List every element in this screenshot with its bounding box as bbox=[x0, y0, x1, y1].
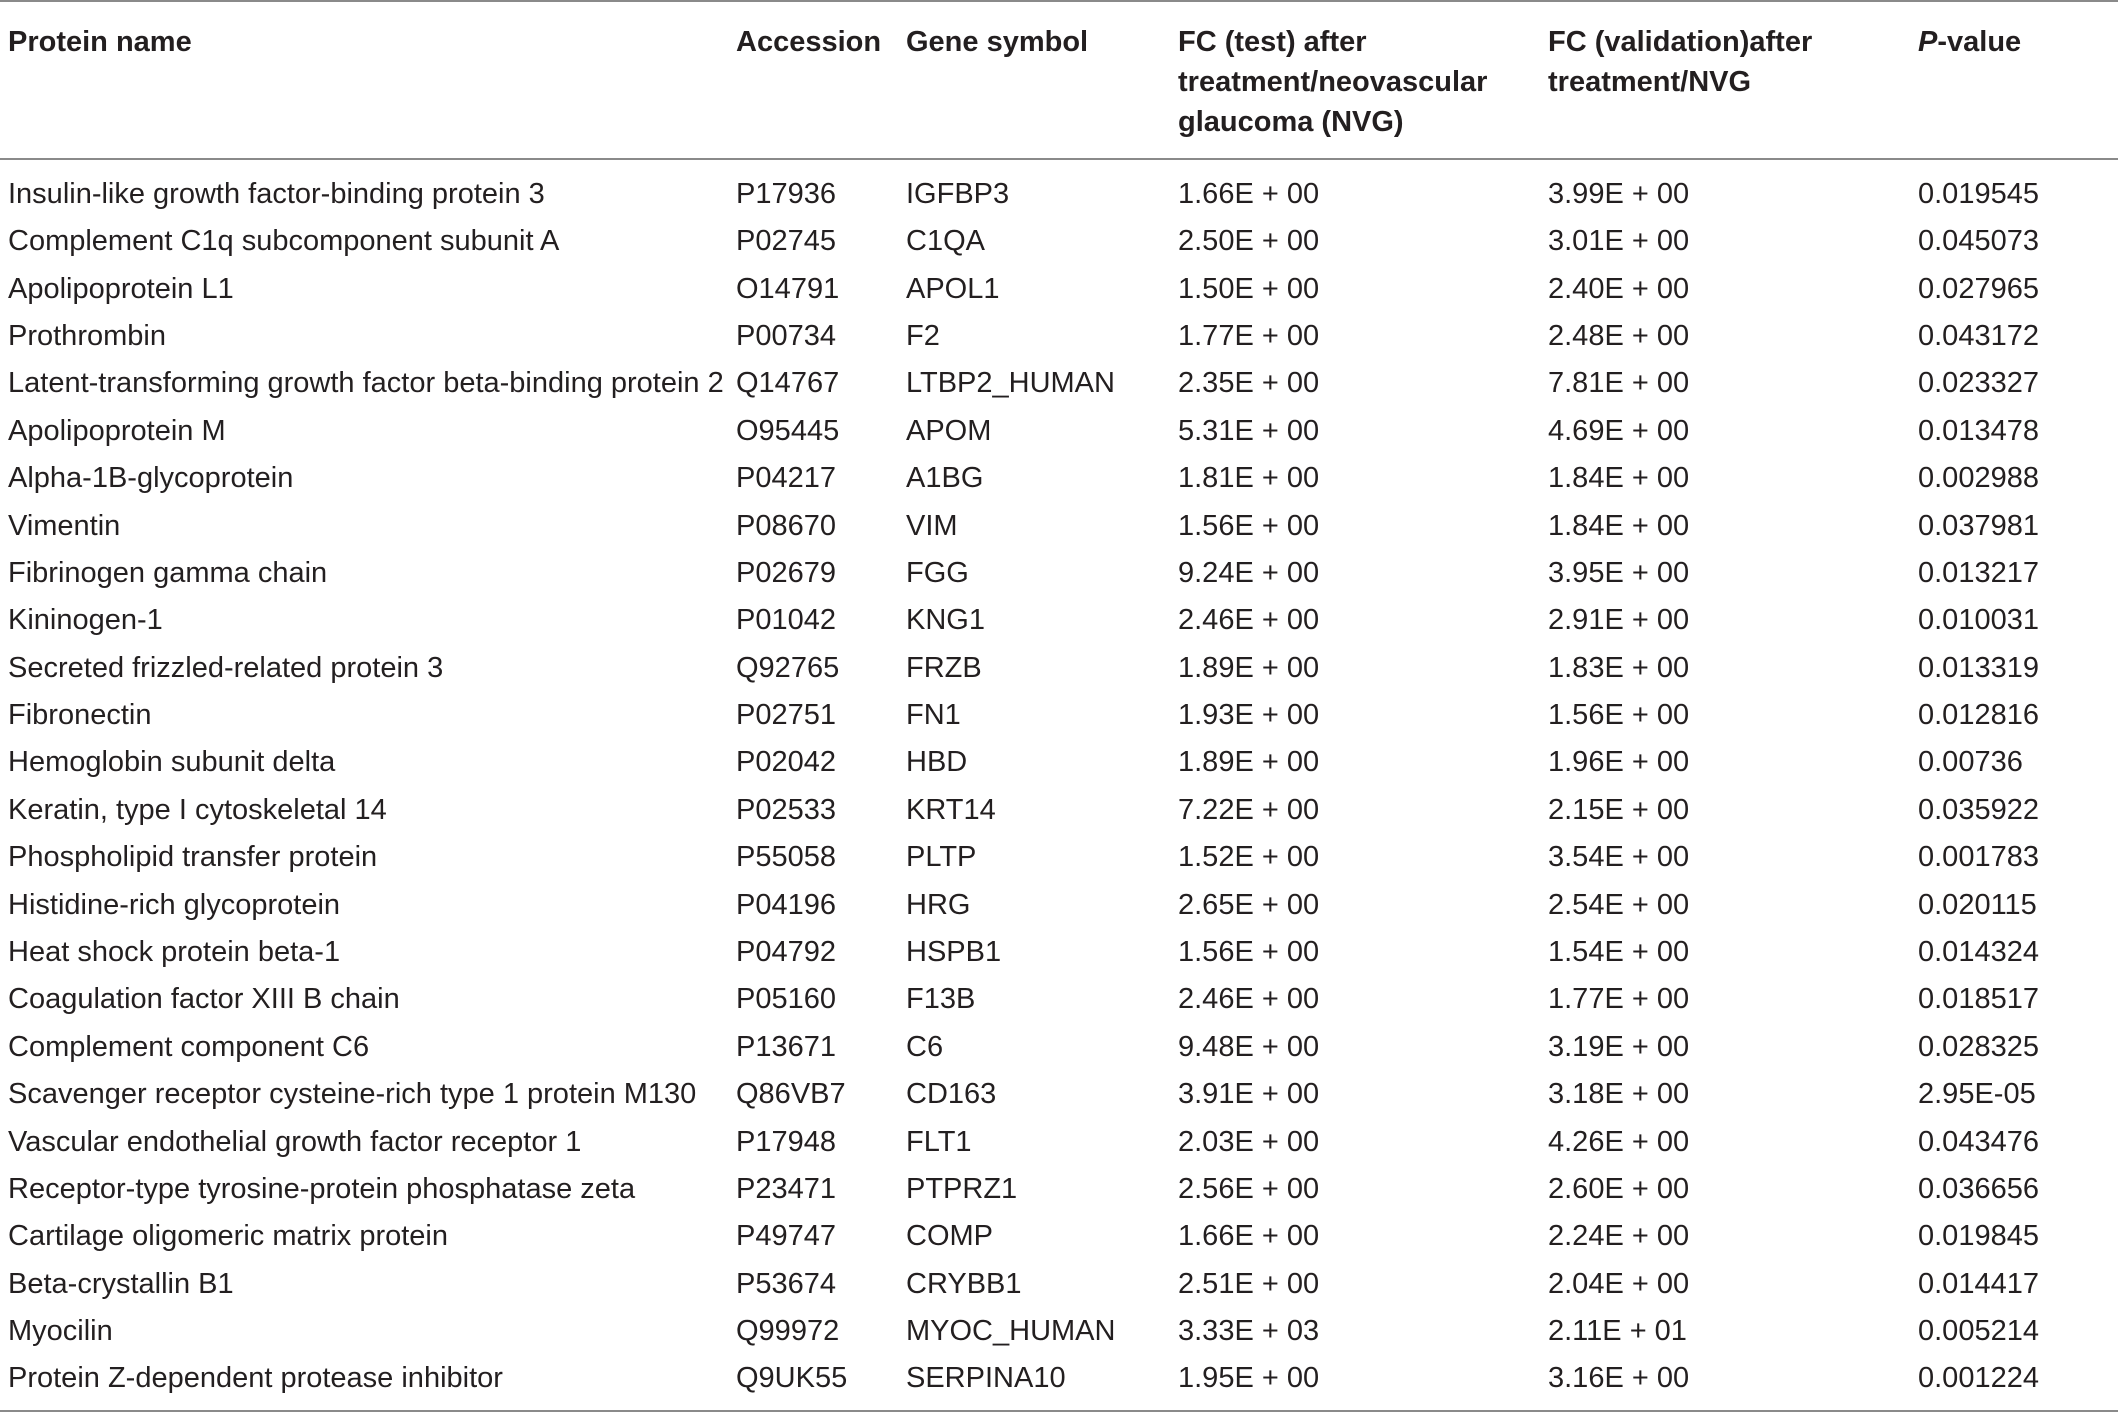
fc-validation-cell: 7.81E + 00 bbox=[1548, 367, 1690, 400]
table-row bbox=[0, 739, 2118, 786]
gene-symbol-cell: COMP bbox=[906, 1220, 993, 1253]
gene-symbol-cell: PTPRZ1 bbox=[906, 1173, 1018, 1205]
table-row bbox=[0, 929, 2118, 976]
gene-symbol-cell: A1BG bbox=[906, 462, 984, 495]
p-value-cell: 0.020115 bbox=[1918, 888, 2037, 921]
p-value-cell: 0.043476 bbox=[1918, 1125, 2039, 1158]
p-value-cell: 0.014417 bbox=[1918, 1267, 2039, 1300]
fc-test-cell: 9.24E + 00 bbox=[1178, 556, 1320, 589]
p-value-cell: 0.013478 bbox=[1918, 414, 2039, 447]
accession-cell: P49747 bbox=[736, 1220, 836, 1253]
protein-name-cell: Coagulation factor XIII B chain bbox=[8, 983, 400, 1016]
table-row bbox=[0, 645, 2118, 692]
header-fc-test: FC (test) after treatment/neovascular glaucoma (NVG) bbox=[1178, 26, 1488, 138]
header-fc-validation: FC (validation)after treatment/NVG bbox=[1548, 26, 1813, 98]
fc-test-cell: 3.91E + 00 bbox=[1178, 1078, 1320, 1111]
p-value-cell: 0.014324 bbox=[1918, 936, 2039, 969]
fc-validation-cell: 3.16E + 00 bbox=[1548, 1362, 1690, 1395]
p-value-cell: 0.043172 bbox=[1918, 319, 2039, 352]
fc-test-cell: 2.35E + 00 bbox=[1178, 367, 1320, 400]
fc-validation-cell: 4.26E + 00 bbox=[1548, 1125, 1690, 1158]
fc-test-cell: 1.56E + 00 bbox=[1178, 936, 1320, 969]
fc-test-cell: 3.33E + 03 bbox=[1178, 1315, 1320, 1348]
fc-test-cell: 2.50E + 00 bbox=[1178, 225, 1320, 258]
table-row bbox=[0, 1166, 2118, 1213]
gene-symbol-cell: APOM bbox=[906, 414, 992, 447]
header-p-rest: -value bbox=[1937, 26, 2022, 58]
protein-name-cell: Secreted frizzled-related protein 3 bbox=[8, 651, 444, 684]
gene-symbol-cell: F2 bbox=[906, 319, 940, 352]
protein-name-cell: Heat shock protein beta-1 bbox=[8, 936, 341, 969]
gene-symbol-cell: FN1 bbox=[906, 699, 961, 732]
table-body bbox=[0, 159, 2118, 1411]
accession-cell: O14791 bbox=[736, 272, 840, 305]
fc-test-cell: 2.51E + 00 bbox=[1178, 1267, 1320, 1300]
p-value-cell: 0.019845 bbox=[1918, 1220, 2039, 1253]
fc-validation-cell: 2.40E + 00 bbox=[1548, 272, 1690, 305]
fc-validation-cell: 3.54E + 00 bbox=[1548, 841, 1690, 874]
table-row bbox=[0, 360, 2118, 407]
fc-test-cell: 2.56E + 00 bbox=[1178, 1173, 1320, 1205]
protein-name-cell: Phospholipid transfer protein bbox=[8, 841, 378, 874]
fc-test-cell: 1.89E + 00 bbox=[1178, 651, 1320, 684]
table-header bbox=[0, 1, 2118, 159]
gene-symbol-cell: HRG bbox=[906, 888, 971, 921]
table-row bbox=[0, 834, 2118, 881]
fc-validation-cell: 1.56E + 00 bbox=[1548, 699, 1690, 732]
table-row bbox=[0, 455, 2118, 502]
table-row bbox=[0, 159, 2118, 218]
fc-validation-cell: 1.84E + 00 bbox=[1548, 462, 1690, 495]
fc-test-cell: 1.77E + 00 bbox=[1178, 319, 1320, 352]
fc-test-cell: 2.46E + 00 bbox=[1178, 983, 1320, 1016]
fc-validation-cell: 2.60E + 00 bbox=[1548, 1173, 1690, 1205]
protein-name-cell: Vimentin bbox=[8, 509, 121, 542]
header-gene-symbol: Gene symbol bbox=[906, 26, 1089, 58]
gene-symbol-cell: SERPINA10 bbox=[906, 1362, 1066, 1395]
gene-symbol-cell: CRYBB1 bbox=[906, 1267, 1022, 1300]
protein-name-cell: Hemoglobin subunit delta bbox=[8, 746, 336, 779]
p-value-cell: 0.010031 bbox=[1918, 604, 2039, 637]
accession-cell: P53674 bbox=[736, 1267, 836, 1300]
table-row bbox=[0, 408, 2118, 455]
fc-validation-cell: 4.69E + 00 bbox=[1548, 414, 1690, 447]
fc-test-cell: 2.65E + 00 bbox=[1178, 888, 1320, 921]
gene-symbol-cell: FLT1 bbox=[906, 1125, 972, 1158]
p-value-cell: 0.013319 bbox=[1918, 651, 2039, 684]
accession-cell: P01042 bbox=[736, 604, 836, 637]
fc-test-cell: 2.46E + 00 bbox=[1178, 604, 1320, 637]
table-row bbox=[0, 1118, 2118, 1165]
gene-symbol-cell: VIM bbox=[906, 509, 958, 542]
protein-name-cell: Alpha-1B-glycoprotein bbox=[8, 462, 294, 495]
p-value-cell: 0.005214 bbox=[1918, 1315, 2039, 1348]
header-p-value bbox=[1910, 1, 2118, 159]
protein-name-cell: Kininogen-1 bbox=[8, 604, 163, 637]
p-value-cell: 0.037981 bbox=[1918, 509, 2039, 542]
accession-cell: P02679 bbox=[736, 556, 836, 589]
accession-cell: P08670 bbox=[736, 509, 836, 542]
gene-symbol-cell: FRZB bbox=[906, 651, 982, 684]
accession-cell: O95445 bbox=[736, 414, 840, 447]
table-row bbox=[0, 1071, 2118, 1118]
header-protein-name: Protein name bbox=[8, 26, 192, 58]
protein-name-cell: Apolipoprotein M bbox=[8, 414, 226, 447]
accession-cell: P55058 bbox=[736, 841, 836, 874]
protein-name-cell: Myocilin bbox=[8, 1315, 113, 1348]
accession-cell: Q14767 bbox=[736, 367, 840, 400]
accession-cell: P17936 bbox=[736, 178, 836, 210]
gene-symbol-cell: PLTP bbox=[906, 841, 977, 874]
accession-cell: P02042 bbox=[736, 746, 836, 779]
gene-symbol-cell: C1QA bbox=[906, 225, 985, 258]
p-value-cell: 0.035922 bbox=[1918, 793, 2039, 826]
accession-cell: P04196 bbox=[736, 888, 836, 921]
accession-cell: P02751 bbox=[736, 699, 836, 732]
p-value-cell: 0.028325 bbox=[1918, 1030, 2039, 1063]
table-row bbox=[0, 976, 2118, 1023]
fc-validation-cell: 1.54E + 00 bbox=[1548, 936, 1690, 969]
accession-cell: P02533 bbox=[736, 793, 836, 826]
fc-test-cell: 1.81E + 00 bbox=[1178, 462, 1320, 495]
table-row bbox=[0, 218, 2118, 265]
protein-name-cell: Scavenger receptor cysteine-rich type 1 protein M130 bbox=[8, 1078, 697, 1111]
table-row bbox=[0, 550, 2118, 597]
protein-name-cell: Receptor-type tyrosine-protein phosphatase zeta bbox=[8, 1173, 636, 1205]
gene-symbol-cell: C6 bbox=[906, 1030, 944, 1063]
accession-cell: P05160 bbox=[736, 983, 836, 1016]
fc-test-cell: 1.93E + 00 bbox=[1178, 699, 1320, 732]
table-row bbox=[0, 787, 2118, 834]
gene-symbol-cell: IGFBP3 bbox=[906, 178, 1010, 210]
table-row bbox=[0, 265, 2118, 312]
fc-test-cell: 1.56E + 00 bbox=[1178, 509, 1320, 542]
table-row bbox=[0, 1213, 2118, 1260]
fc-validation-cell: 2.48E + 00 bbox=[1548, 319, 1690, 352]
table-row bbox=[0, 502, 2118, 549]
fc-validation-cell: 2.15E + 00 bbox=[1548, 793, 1690, 826]
table-row bbox=[0, 881, 2118, 928]
protein-name-cell: Apolipoprotein L1 bbox=[8, 272, 234, 305]
protein-name-cell: Beta-crystallin B1 bbox=[8, 1267, 234, 1300]
protein-name-cell: Latent-transforming growth factor beta-binding protein 2 bbox=[8, 367, 724, 400]
fc-validation-cell: 3.95E + 00 bbox=[1548, 556, 1690, 589]
protein-name-cell: Fibronectin bbox=[8, 699, 152, 732]
fc-validation-cell: 1.84E + 00 bbox=[1548, 509, 1690, 542]
fc-validation-cell: 1.77E + 00 bbox=[1548, 983, 1690, 1016]
p-value-cell: 0.002988 bbox=[1918, 462, 2039, 495]
gene-symbol-cell: FGG bbox=[906, 556, 969, 589]
fc-test-cell: 5.31E + 00 bbox=[1178, 414, 1320, 447]
fc-test-cell: 1.89E + 00 bbox=[1178, 746, 1320, 779]
p-value-cell: 0.018517 bbox=[1918, 983, 2039, 1016]
fc-validation-cell: 2.54E + 00 bbox=[1548, 888, 1690, 921]
accession-cell: P04217 bbox=[736, 462, 836, 495]
fc-validation-cell: 3.19E + 00 bbox=[1548, 1030, 1690, 1063]
accession-cell: Q92765 bbox=[736, 651, 840, 684]
table-row bbox=[0, 1024, 2118, 1071]
accession-cell: P04792 bbox=[736, 936, 836, 969]
protein-name-cell: Vascular endothelial growth factor receptor 1 bbox=[8, 1125, 582, 1158]
gene-symbol-cell: F13B bbox=[906, 983, 976, 1016]
fc-test-cell: 1.95E + 00 bbox=[1178, 1362, 1320, 1395]
protein-name-cell: Complement component C6 bbox=[8, 1030, 370, 1063]
gene-symbol-cell: MYOC_HUMAN bbox=[906, 1315, 1116, 1348]
gene-symbol-cell: KRT14 bbox=[906, 793, 996, 826]
table-row bbox=[0, 597, 2118, 644]
protein-name-cell: Protein Z-dependent protease inhibitor bbox=[8, 1362, 503, 1395]
fc-test-cell: 1.66E + 00 bbox=[1178, 1220, 1320, 1253]
protein-name-cell: Cartilage oligomeric matrix protein bbox=[8, 1220, 448, 1253]
fc-validation-cell: 1.83E + 00 bbox=[1548, 651, 1690, 684]
p-value-cell: 0.00736 bbox=[1918, 746, 2023, 779]
accession-cell: P00734 bbox=[736, 319, 836, 352]
accession-cell: P13671 bbox=[736, 1030, 836, 1063]
accession-cell: P17948 bbox=[736, 1125, 836, 1158]
accession-cell: Q9UK55 bbox=[736, 1362, 848, 1395]
fc-test-cell: 9.48E + 00 bbox=[1178, 1030, 1320, 1063]
fc-test-cell: 1.66E + 00 bbox=[1178, 178, 1320, 210]
gene-symbol-cell: CD163 bbox=[906, 1078, 997, 1111]
header-row bbox=[0, 1, 2118, 159]
gene-symbol-cell: LTBP2_HUMAN bbox=[906, 367, 1115, 400]
fc-test-cell: 2.03E + 00 bbox=[1178, 1125, 1320, 1158]
p-value-cell: 0.013217 bbox=[1918, 556, 2039, 589]
accession-cell: P23471 bbox=[736, 1173, 836, 1205]
fc-validation-cell: 2.04E + 00 bbox=[1548, 1267, 1690, 1300]
fc-validation-cell: 3.18E + 00 bbox=[1548, 1078, 1690, 1111]
fc-validation-cell: 2.91E + 00 bbox=[1548, 604, 1690, 637]
p-value-cell: 0.027965 bbox=[1918, 272, 2039, 305]
fc-test-cell: 1.50E + 00 bbox=[1178, 272, 1320, 305]
table-row bbox=[0, 1355, 2118, 1411]
protein-name-cell: Complement C1q subcomponent subunit A bbox=[8, 225, 560, 258]
fc-test-cell: 7.22E + 00 bbox=[1178, 793, 1320, 826]
gene-symbol-cell: KNG1 bbox=[906, 604, 985, 637]
accession-cell: Q86VB7 bbox=[736, 1078, 846, 1111]
table-row bbox=[0, 313, 2118, 360]
fc-validation-cell: 2.24E + 00 bbox=[1548, 1220, 1690, 1253]
p-value-cell: 0.045073 bbox=[1918, 225, 2039, 258]
protein-name-cell: Fibrinogen gamma chain bbox=[8, 556, 328, 589]
fc-validation-cell: 2.11E + 01 bbox=[1548, 1315, 1687, 1348]
accession-cell: P02745 bbox=[736, 225, 836, 258]
accession-cell: Q99972 bbox=[736, 1315, 840, 1348]
header-accession: Accession bbox=[736, 26, 882, 58]
gene-symbol-cell: APOL1 bbox=[906, 272, 1000, 305]
protein-name-cell: Histidine-rich glycoprotein bbox=[8, 888, 341, 921]
p-value-cell: 0.012816 bbox=[1918, 699, 2039, 732]
protein-name-cell: Keratin, type I cytoskeletal 14 bbox=[8, 793, 387, 826]
header-p-italic: P bbox=[1918, 26, 1938, 58]
gene-symbol-cell: HBD bbox=[906, 746, 968, 779]
protein-name-cell: Insulin-like growth factor-binding protein 3 bbox=[8, 178, 545, 210]
p-value-cell: 0.023327 bbox=[1918, 367, 2039, 400]
gene-symbol-cell: HSPB1 bbox=[906, 936, 1002, 969]
p-value-cell: 0.001224 bbox=[1918, 1362, 2039, 1395]
fc-validation-cell: 3.01E + 00 bbox=[1548, 225, 1690, 258]
p-value-cell: 2.95E-05 bbox=[1918, 1078, 2036, 1111]
p-value-cell: 0.019545 bbox=[1918, 178, 2039, 210]
table-row bbox=[0, 1308, 2118, 1355]
fc-validation-cell: 1.96E + 00 bbox=[1548, 746, 1690, 779]
p-value-cell: 0.001783 bbox=[1918, 841, 2039, 874]
p-value-cell: 0.036656 bbox=[1918, 1173, 2039, 1205]
table-row bbox=[0, 692, 2118, 739]
protein-name-cell: Prothrombin bbox=[8, 319, 166, 352]
fc-validation-cell: 3.99E + 00 bbox=[1548, 178, 1690, 210]
fc-test-cell: 1.52E + 00 bbox=[1178, 841, 1320, 874]
table-row bbox=[0, 1261, 2118, 1308]
